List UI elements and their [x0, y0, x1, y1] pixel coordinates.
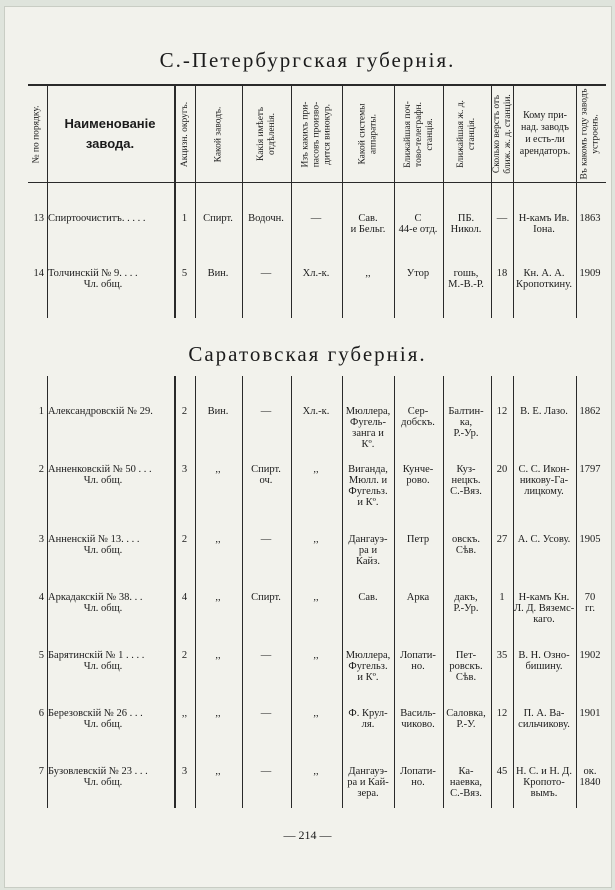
row-okrug-cell: 2	[181, 406, 188, 417]
header-otd	[243, 86, 291, 182]
row-name-subline: Чл. общ.	[83, 545, 123, 556]
row-year-cell: 1901	[579, 708, 601, 719]
row-vers-cell: 12	[496, 708, 508, 719]
row-year-cell: 1862	[579, 406, 601, 417]
row-name-subline: Чл. общ.	[83, 475, 123, 486]
header-rail-label: Ближайшая ж. д. станція.	[456, 100, 478, 168]
header-name-label: Наименованіе завода.	[64, 116, 156, 151]
row-name-cell: Бузовлевскій № 23 . . .	[48, 766, 148, 777]
row-tel-cell: Лопати- но.	[400, 650, 436, 672]
row-app-cell: Сав. и Бельг.	[350, 213, 386, 235]
row-rail-cell: ПБ. Никол.	[450, 213, 482, 235]
header-otd-label: Какія имѣетъ отдѣленія.	[256, 107, 277, 161]
header-vers-label: Сколько верстъ отъ ближ. ж. д. станціи.	[492, 94, 514, 174]
header-okrug-label: Акцизн. округъ.	[180, 101, 190, 167]
row-type-cell: ,,	[215, 464, 221, 475]
header-n	[28, 86, 46, 182]
row-owner-cell: Н-камъ Кн. Л. Д. Вяземс- каго.	[514, 592, 574, 625]
row-n-cell: 1	[38, 406, 44, 417]
row-type-cell: Спирт.	[203, 213, 233, 224]
row-rail-cell: овскъ. Сѣв.	[452, 534, 480, 556]
header-app-label: Какой системы аппараты.	[358, 103, 379, 165]
row-year-cell: 1863	[579, 213, 601, 224]
row-name-subline: Чл. общ.	[83, 777, 123, 788]
column-divider-s1	[576, 86, 577, 318]
column-divider-s1	[195, 86, 196, 318]
row-app-cell: Ф. Крул- ля.	[348, 708, 388, 730]
row-owner-cell: Н-камъ Ив. Іона.	[518, 213, 570, 235]
row-app-cell: Мюллера, Фугель- занга и Кº.	[345, 406, 391, 450]
row-type-cell: ,,	[215, 534, 221, 545]
row-mat-cell: ,,	[313, 534, 319, 545]
row-name-subline: Чл. общ.	[83, 279, 123, 290]
column-divider-s1	[491, 86, 492, 318]
header-mat-label: Изъ какихъ при- пасовъ произво- дится винокур.	[300, 101, 333, 167]
row-year-cell: 1902	[579, 650, 601, 661]
row-app-cell: Виганда, Мюлл. и Фугельз. и Кº.	[348, 464, 388, 508]
row-otd-cell: —	[260, 766, 272, 777]
row-vers-cell: 35	[496, 650, 508, 661]
row-okrug-cell: 4	[181, 592, 188, 603]
row-type-cell: ,,	[215, 766, 221, 777]
row-name-cell: Толчинскій № 9. . . .	[48, 268, 138, 279]
row-mat-cell: Хл.-к.	[302, 268, 330, 279]
row-n-cell: 6	[38, 708, 44, 719]
row-year-cell: 1905	[579, 534, 601, 545]
row-otd-cell: Водочн.	[248, 213, 284, 224]
row-otd-cell: —	[260, 268, 272, 279]
header-owner	[514, 86, 576, 182]
row-owner-cell: В. Н. Озно- бишину.	[518, 650, 570, 672]
header-n-label: № по порядку.	[31, 104, 42, 164]
header-year-label: Въ какомъ году заводъ устроенъ.	[580, 88, 601, 180]
row-vers-cell: 1	[499, 592, 505, 603]
row-rail-cell: Куз- нецкъ. С.-Вяз.	[450, 464, 482, 497]
row-mat-cell: Хл.-к.	[302, 406, 330, 417]
row-type-cell: ,,	[215, 592, 221, 603]
row-tel-cell: Петр	[406, 534, 430, 545]
row-name-cell: Александровскій № 29.	[48, 406, 153, 417]
column-divider-s1	[342, 86, 343, 318]
row-okrug-cell: 2	[181, 534, 188, 545]
row-n-cell: 2	[38, 464, 44, 475]
row-name-cell: Аркадакскій № 38. . .	[48, 592, 143, 603]
row-rail-cell: Балтин- ка, Р.-Ур.	[448, 406, 484, 439]
header-year	[576, 86, 606, 182]
row-tel-cell: С 44-е отд.	[398, 213, 438, 235]
row-rail-cell: дакъ, Р.-Ур.	[453, 592, 479, 614]
header-rail	[443, 86, 491, 182]
row-otd-cell: —	[260, 650, 272, 661]
column-divider-s1	[394, 86, 395, 318]
row-name-cell: Березовскій № 26 . . .	[48, 708, 143, 719]
row-tel-cell: Арка	[406, 592, 430, 603]
header-vers	[492, 86, 514, 182]
row-n-cell: 14	[33, 268, 44, 279]
section-title: С.-Петербургская губернія.	[159, 48, 456, 72]
row-name-cell: Анненскій № 13. . . .	[48, 534, 140, 545]
row-vers-cell: 27	[496, 534, 508, 545]
row-owner-cell: П. А. Ва- сильчикову.	[518, 708, 570, 730]
row-mat-cell: ,,	[313, 708, 319, 719]
row-okrug-cell: ,,	[181, 708, 188, 719]
row-rail-cell: Пет- ровскъ. Сѣв.	[449, 650, 483, 683]
row-app-cell: ,,	[365, 268, 371, 279]
row-owner-cell: С. С. Икон- никову-Га- лицкому.	[518, 464, 570, 497]
row-tel-cell: Лопати- но.	[400, 766, 436, 788]
row-n-cell: 3	[38, 534, 44, 545]
row-mat-cell: ,,	[313, 464, 319, 475]
row-app-cell: Мюллера, Фугельз. и Кº.	[345, 650, 391, 683]
row-n-cell: 4	[38, 592, 44, 603]
row-tel-cell: Утор	[406, 268, 430, 279]
header-tel-label: Ближайшая поч- тово-телеграфн. станція.	[402, 100, 435, 168]
row-name-subline: Чл. общ.	[83, 603, 123, 614]
row-tel-cell: Василь- чиково.	[400, 708, 436, 730]
header-mat	[292, 86, 342, 182]
row-name-subline: Чл. общ.	[83, 661, 123, 672]
header-owner-label: Кому при- над. заводъ и есть-ли арендаторъ.	[519, 110, 571, 157]
row-okrug-cell: 2	[181, 650, 188, 661]
row-name-cell: Спиртоочиститъ. . . . .	[48, 213, 146, 224]
section-title: Саратовская губернія.	[188, 342, 427, 366]
row-app-cell: Дангауэ- ра и Кайз.	[348, 534, 388, 567]
row-rail-cell: гошь, М.-В.-Р.	[448, 268, 484, 290]
header-type-label: Какой заводъ.	[213, 106, 224, 162]
row-owner-cell: Кн. А. А. Кропоткину.	[516, 268, 572, 290]
header-app	[343, 86, 395, 182]
row-tel-cell: Сер- добскъ.	[401, 406, 435, 428]
row-otd-cell: Спирт.	[251, 592, 281, 603]
row-vers-cell: 20	[496, 464, 508, 475]
row-otd-cell: —	[260, 534, 272, 545]
row-name-cell: Анненковскій № 50 . . .	[48, 464, 152, 475]
header-type	[196, 86, 242, 182]
column-divider-s1	[242, 86, 243, 318]
row-owner-cell: В. Е. Лазо.	[520, 406, 568, 417]
row-name-subline: Чл. общ.	[83, 719, 123, 730]
row-mat-cell: ,,	[313, 650, 319, 661]
row-rail-cell: Ка- наевка, С.-Вяз.	[449, 766, 483, 799]
row-otd-cell: Спирт. оч.	[251, 464, 281, 486]
row-mat-cell: ,,	[313, 766, 319, 777]
row-type-cell: ,,	[215, 708, 221, 719]
row-okrug-cell: 1	[181, 213, 188, 224]
row-vers-cell: 45	[496, 766, 508, 777]
row-okrug-cell: 3	[181, 766, 188, 777]
row-okrug-cell: 3	[181, 464, 188, 475]
row-app-cell: Сав.	[358, 592, 378, 603]
row-type-cell: ,,	[215, 650, 221, 661]
row-mat-cell: ,,	[313, 592, 319, 603]
row-owner-cell: А. С. Усову.	[517, 534, 571, 545]
header-okrug	[176, 86, 195, 182]
row-mat-cell: —	[310, 213, 322, 224]
row-year-cell: ок. 1840	[579, 766, 601, 788]
header-bottom-rule	[28, 182, 606, 183]
row-year-cell: 1909	[579, 268, 601, 279]
row-year-cell: 70 гг.	[584, 592, 596, 614]
row-year-cell: 1797	[579, 464, 601, 475]
header-name	[48, 86, 172, 182]
column-divider-s1	[174, 86, 176, 318]
row-type-cell: Вин.	[207, 406, 229, 417]
row-owner-cell: Н. С. и Н. Д. Кропото- вымъ.	[516, 766, 572, 799]
row-n-cell: 13	[33, 213, 44, 224]
row-vers-cell: 18	[496, 268, 508, 279]
row-tel-cell: Кунче- рово.	[402, 464, 434, 486]
row-name-cell: Барятинскій № 1 . . . .	[48, 650, 145, 661]
row-app-cell: Дангауэ- ра и Кай- зера.	[347, 766, 389, 799]
row-otd-cell: —	[260, 708, 272, 719]
row-rail-cell: Саловка, Р.-У.	[446, 708, 486, 730]
row-n-cell: 5	[38, 650, 44, 661]
row-otd-cell: —	[260, 406, 272, 417]
row-n-cell: 7	[38, 766, 44, 777]
row-vers-cell: 12	[496, 406, 508, 417]
row-okrug-cell: 5	[181, 268, 188, 279]
header-tel	[395, 86, 443, 182]
row-vers-cell: —	[496, 213, 508, 224]
page-number: — 214 —	[283, 828, 332, 842]
column-divider-s1	[291, 86, 292, 318]
row-type-cell: Вин.	[207, 268, 229, 279]
